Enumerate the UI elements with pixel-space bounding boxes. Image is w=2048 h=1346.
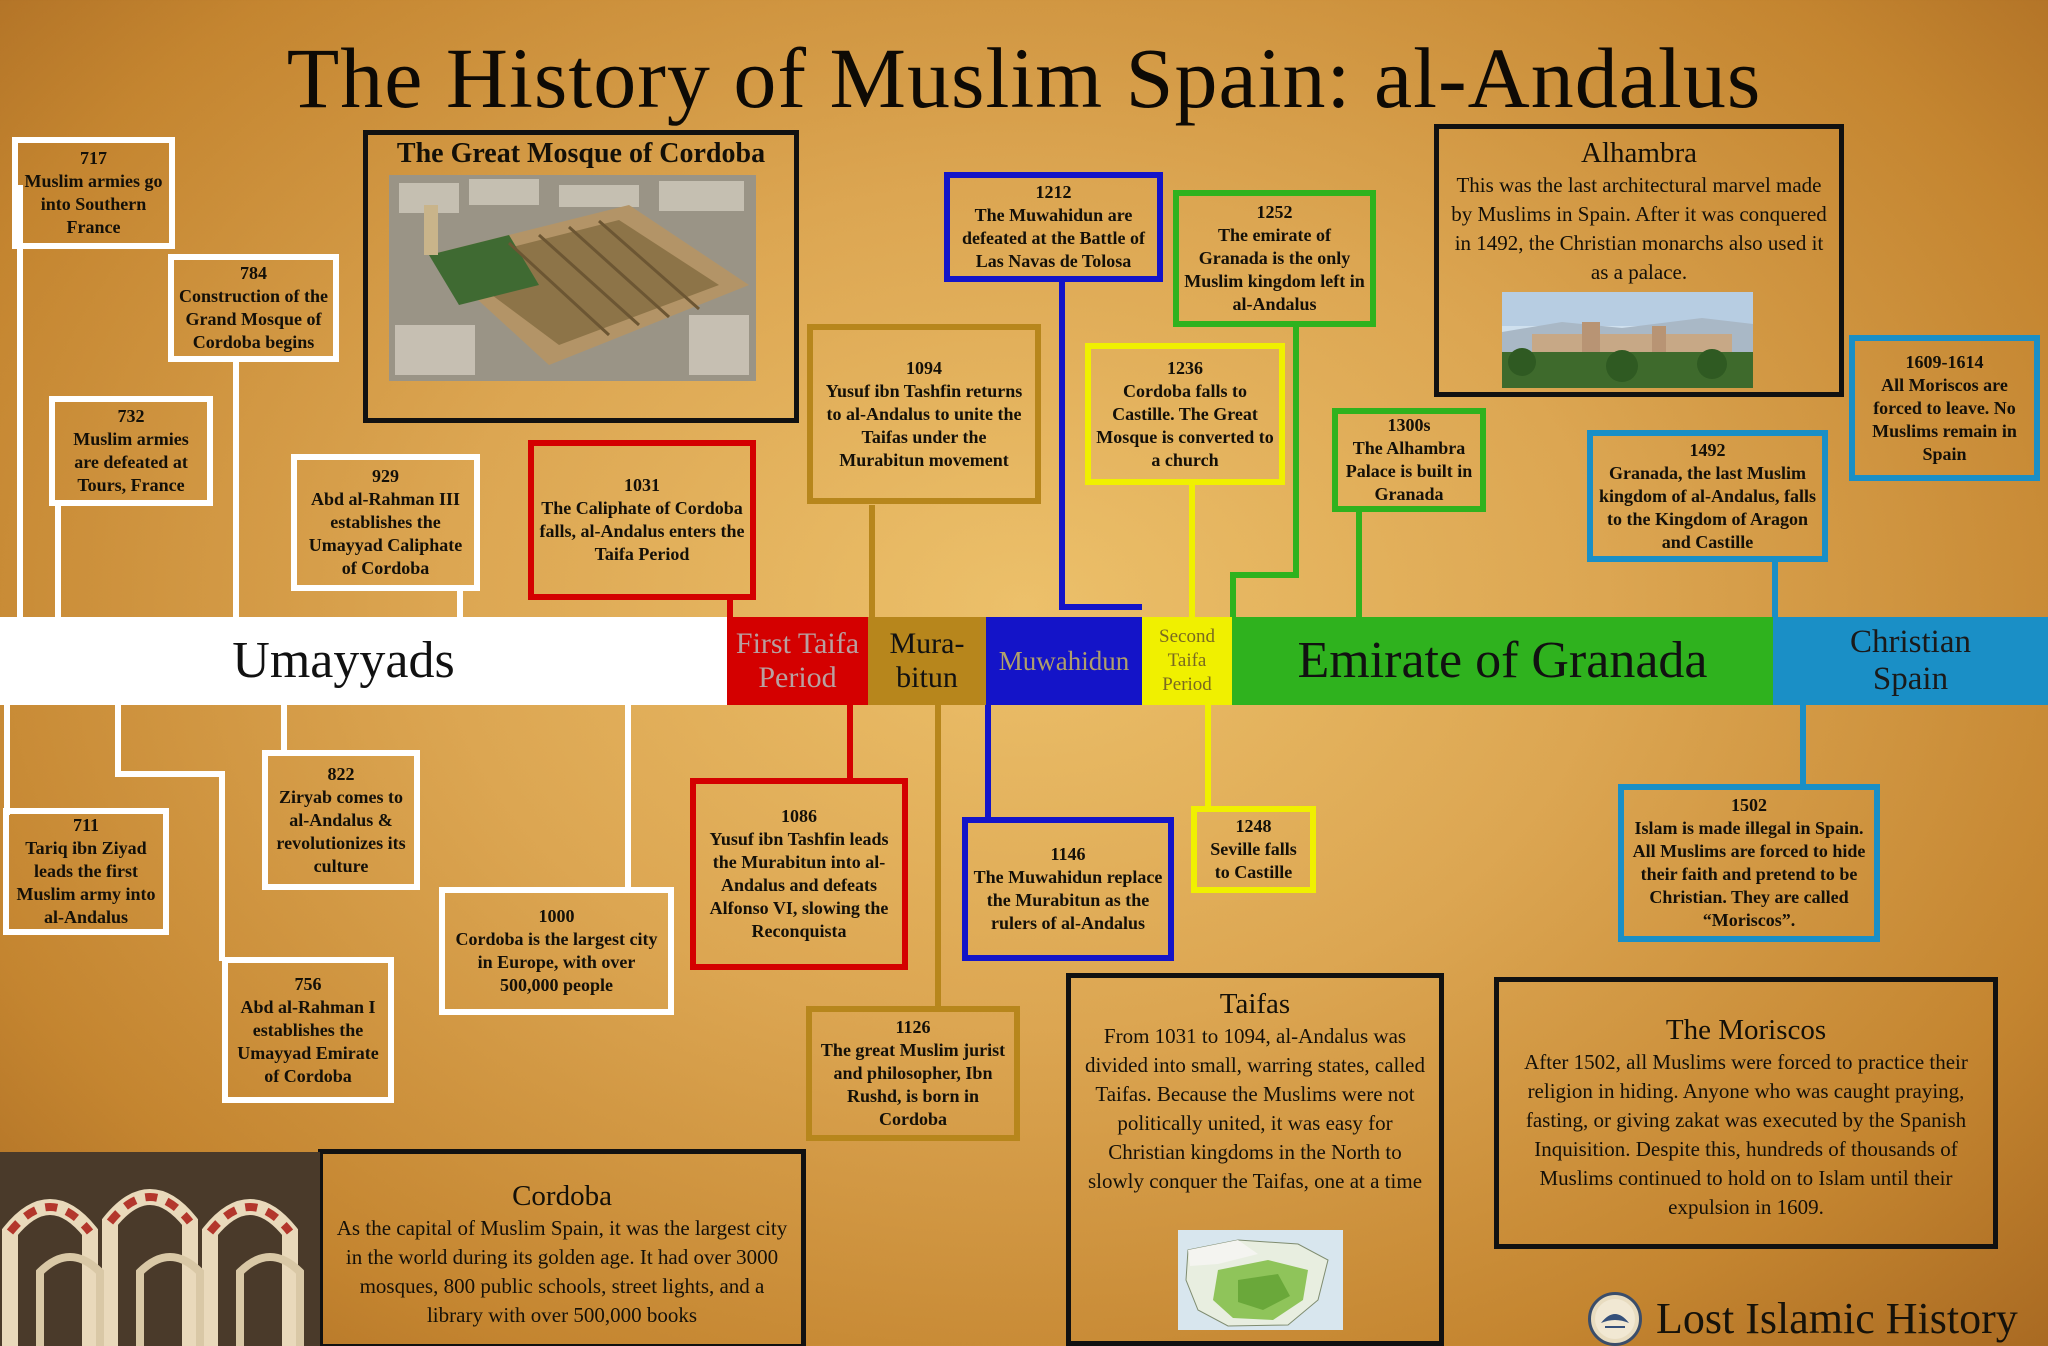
event-text: Seville falls to Castille — [1210, 839, 1297, 882]
event-year: 1236 — [1167, 357, 1203, 378]
event-text: The emirate of Granada is the only Muslim kingdom left in al-Andalus — [1184, 225, 1365, 314]
event-929 — [291, 454, 480, 591]
mosque-panel — [363, 130, 799, 423]
alhambra-photo — [1502, 292, 1753, 388]
event-732 — [49, 396, 213, 506]
brand-name: Lost Islamic History — [1656, 1294, 2018, 1343]
event-year: 1094 — [906, 357, 942, 378]
period-muwahidun: Muwahidun — [998, 645, 1130, 676]
event-year: 1126 — [895, 1017, 931, 1037]
event-1146 — [962, 817, 1174, 961]
event-1502 — [1618, 784, 1880, 942]
event-text: Islam is made illegal in Spain. All Muslims are forced to hide their faith and pretend to be Christian. They are called “Moriscos”. — [1632, 818, 1866, 930]
period-christian: Christian Spain — [1850, 624, 1971, 697]
moriscos-text: After 1502, all Muslims were forced to practice their religion in hiding. Anyone who was caught praying, fasting, or giving zakat was executed by the Spanish Inquisition. Despite this, hundreds of thousands of Muslims continued to hold on to Islam until their expulsion in 1609. — [1524, 1050, 1968, 1219]
event-year: 1609-1614 — [1905, 351, 1984, 372]
event-1126 — [806, 1006, 1020, 1141]
event-1300s — [1332, 408, 1486, 512]
period-umayyads: Umayyads — [232, 631, 455, 689]
event-year: 717 — [80, 148, 107, 168]
event-1609-1614 — [1849, 335, 2040, 481]
event-text: Abd al-Rahman III establishes the Umayyad Caliphate of Cordoba — [308, 489, 463, 578]
moriscos-panel — [1494, 977, 1998, 1249]
event-text: Cordoba falls to Castille. The Great Mosque is converted to a church — [1096, 380, 1274, 470]
event-year: 1492 — [1689, 439, 1726, 460]
event-text: Construction of the Grand Mosque of Cordoba begins — [179, 286, 328, 352]
brand-logo-icon — [1588, 1292, 1642, 1346]
event-year: 1086 — [781, 806, 817, 826]
taifas-text: From 1031 to 1094, al-Andalus was divided into small, warring states, called Taifas. Because the Muslims were not politically united, it was easy for Christian kingdoms in the North to slowly conquer the Taifas, one at a time — [1085, 1024, 1425, 1193]
event-year: 1212 — [1035, 182, 1072, 202]
event-year: 929 — [372, 466, 399, 486]
event-1094 — [807, 324, 1041, 504]
event-year: 711 — [72, 815, 99, 835]
event-year: 732 — [117, 406, 145, 426]
alhambra-heading: Alhambra — [1581, 137, 1697, 169]
event-year: 1000 — [538, 906, 575, 926]
event-text: Yusuf ibn Tashfin leads the Murabitun into al-Andalus and defeats Alfonso VI, slowing the Reconquista — [709, 829, 889, 941]
event-1000 — [439, 887, 674, 1015]
cordoba-heading: Cordoba — [512, 1180, 612, 1212]
period-second-taifa: Second Taifa Period — [1159, 626, 1215, 695]
poster-title: The History of Muslim Spain: al-Andalus — [286, 30, 1762, 126]
event-text: The great Muslim jurist and philosopher, Ibn Rushd, is born in Cordoba — [820, 1040, 1006, 1129]
event-text: Ziryab comes to al-Andalus & revolutionizes its culture — [276, 786, 406, 876]
event-1252 — [1173, 190, 1376, 327]
event-year: 784 — [240, 263, 267, 283]
moriscos-heading: The Moriscos — [1665, 1014, 1827, 1046]
event-text: Cordoba is the largest city in Europe, with over 500,000 people — [455, 929, 658, 995]
event-text: Yusuf ibn Tashfin returns to al-Andalus to unite the Taifas under the Murabitun movement — [825, 380, 1023, 470]
event-year: 1300s — [1387, 415, 1431, 435]
taifas-heading: Taifas — [1219, 988, 1291, 1020]
event-1031 — [528, 440, 756, 600]
event-717 — [12, 137, 175, 249]
alhambra-panel — [1434, 124, 1844, 397]
cordoba-text: As the capital of Muslim Spain, it was the largest city in the world during its golden age. It had over 3000 mosques, 800 public schools, street lights, and a library with over 500,000 books — [336, 1216, 788, 1327]
event-1492 — [1587, 430, 1828, 562]
event-year: 1502 — [1731, 795, 1767, 815]
event-711 — [3, 808, 169, 935]
event-784 — [168, 254, 339, 362]
event-year: 756 — [294, 973, 322, 994]
event-text: The Muwahidun are defeated at the Battle of Las Navas de Tolosa — [962, 205, 1145, 271]
event-1086 — [690, 778, 908, 970]
event-year: 1248 — [1235, 816, 1272, 836]
event-text: Tariq ibn Ziyad leads the first Muslim army into al-Andalus — [16, 838, 156, 927]
period-murabitun: Mura-bitun — [889, 627, 965, 694]
period-granada: Emirate of Granada — [1297, 631, 1708, 689]
mosque-heading: The Great Mosque of Cordoba — [396, 138, 766, 169]
alhambra-text: This was the last architectural marvel made by Muslims in Spain. After it was conquered in 1492, the Christian monarchs also used it as a palace. — [1451, 173, 1827, 284]
event-text: Muslim armies are defeated at Tours, France — [73, 429, 189, 495]
cordoba-panel — [318, 1149, 806, 1346]
event-text: Muslim armies go into Southern France — [24, 171, 163, 237]
event-text: The Alhambra Palace is built in Granada — [1345, 438, 1473, 504]
event-1236 — [1085, 343, 1285, 485]
event-year: 822 — [327, 763, 355, 784]
event-text: The Muwahidun replace the Murabitun as the rulers of al-Andalus — [973, 867, 1163, 933]
period-first-taifa: First Taifa Period — [735, 627, 860, 694]
event-1212 — [944, 172, 1163, 282]
event-text: The Caliphate of Cordoba falls, al-Andalus enters the Taifa Period — [539, 498, 745, 564]
event-756 — [222, 957, 394, 1103]
taifas-panel — [1066, 973, 1444, 1346]
mosque-photo — [389, 175, 756, 381]
event-text: Granada, the last Muslim kingdom of al-Andalus, falls to the Kingdom of Aragon and Castille — [1598, 462, 1817, 552]
event-year: 1031 — [624, 475, 660, 495]
taifas-map — [1178, 1230, 1343, 1330]
event-year: 1252 — [1256, 202, 1293, 222]
cordoba-arches-photo — [0, 1152, 320, 1346]
event-822 — [262, 750, 420, 890]
event-year: 1146 — [1050, 844, 1086, 864]
event-1248 — [1191, 806, 1316, 893]
event-text: Abd al-Rahman I establishes the Umayyad Emirate of Cordoba — [237, 996, 379, 1086]
event-text: All Moriscos are forced to leave. No Muslims remain in Spain — [1872, 374, 2017, 464]
